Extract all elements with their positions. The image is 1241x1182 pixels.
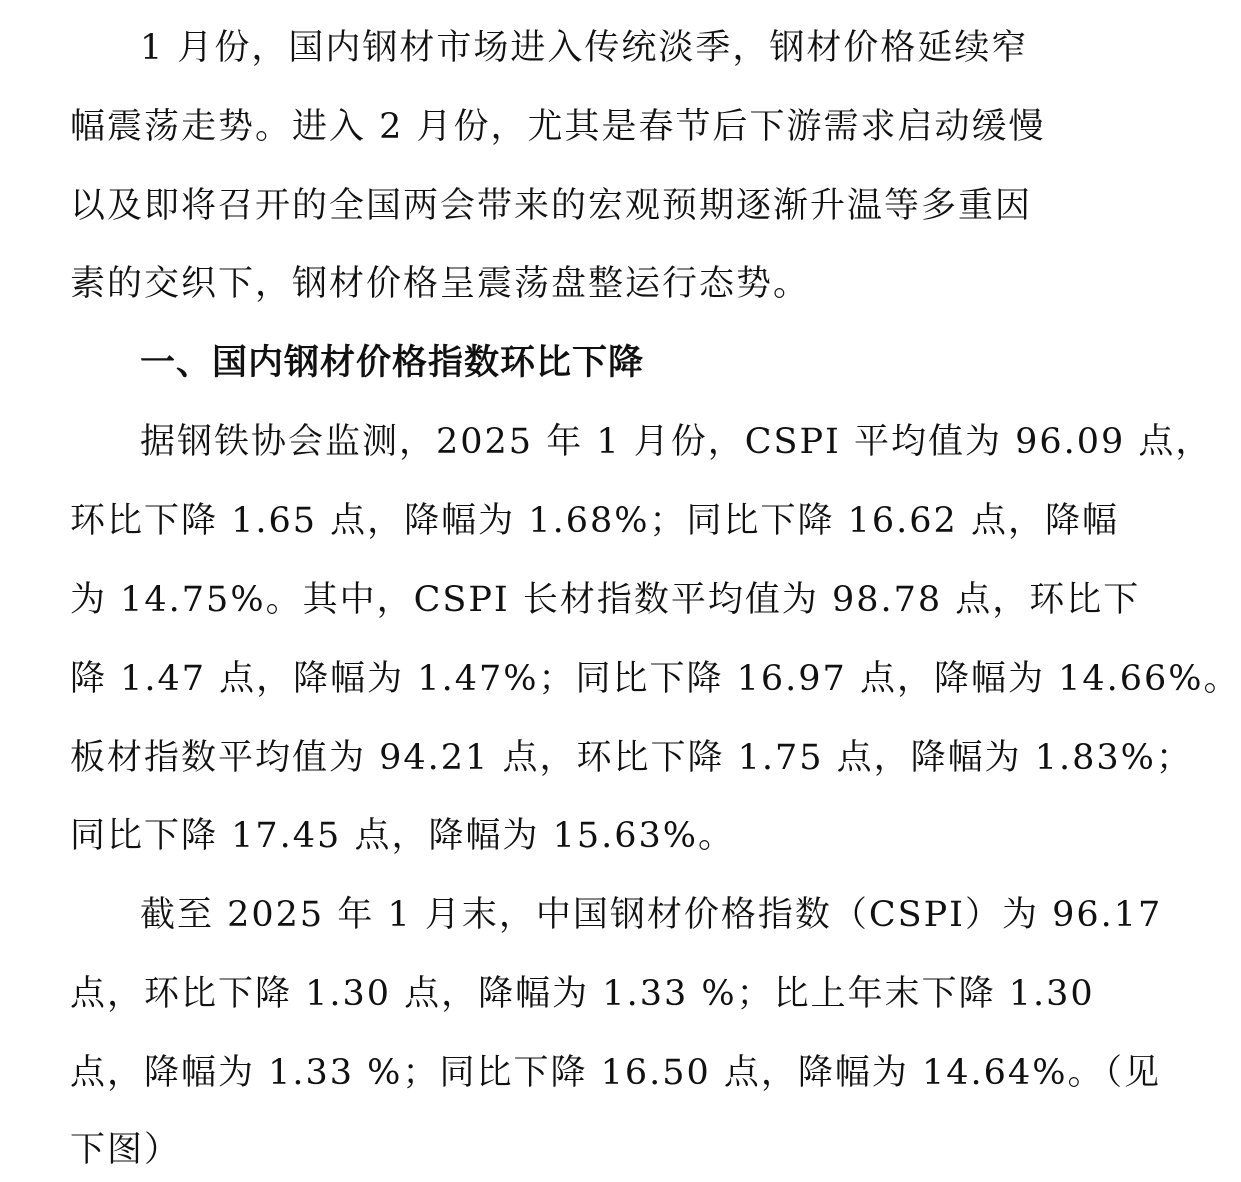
- paragraph-2-line-2: 环比下降 1.65 点，降幅为 1.68%；同比下降 16.62 点，降幅: [70, 501, 1119, 541]
- paragraph-3-line-2: 点，环比下降 1.30 点，降幅为 1.33 %；比上年末下降 1.30: [70, 974, 1095, 1014]
- paragraph-3-line-4: 下图）: [70, 1130, 182, 1170]
- paragraph-2-line-5: 板材指数平均值为 94.21 点，环比下降 1.75 点，降幅为 1.83%；: [70, 738, 1193, 778]
- paragraph-1-line-1: 1 月份，国内钢材市场进入传统淡季，钢材价格延续窄: [140, 28, 1029, 68]
- paragraph-3-line-1: 截至 2025 年 1 月末，中国钢材价格指数（CSPI）为 96.17: [140, 895, 1163, 935]
- paragraph-1-line-4: 素的交织下，钢材价格呈震荡盘整运行态势。: [70, 264, 811, 304]
- paragraph-1-line-3: 以及即将召开的全国两会带来的宏观预期逐渐升温等多重因: [70, 186, 1033, 226]
- paragraph-2-line-1: 据钢铁协会监测，2025 年 1 月份，CSPI 平均值为 96.09 点，: [140, 422, 1213, 462]
- paragraph-2-line-6: 同比下降 17.45 点，降幅为 15.63%。: [70, 816, 736, 856]
- paragraph-3-line-3: 点，降幅为 1.33 %；同比下降 16.50 点，降幅为 14.64%。（见: [70, 1053, 1161, 1093]
- section-heading: 一、国内钢材价格指数环比下降: [140, 343, 645, 383]
- paragraph-2-line-4: 降 1.47 点，降幅为 1.47%；同比下降 16.97 点，降幅为 14.66%。: [70, 659, 1241, 699]
- paragraph-1-line-2: 幅震荡走势。进入 2 月份，尤其是春节后下游需求启动缓慢: [70, 107, 1046, 147]
- paragraph-2-line-3: 为 14.75%。其中，CSPI 长材指数平均值为 98.78 点，环比下: [70, 580, 1141, 620]
